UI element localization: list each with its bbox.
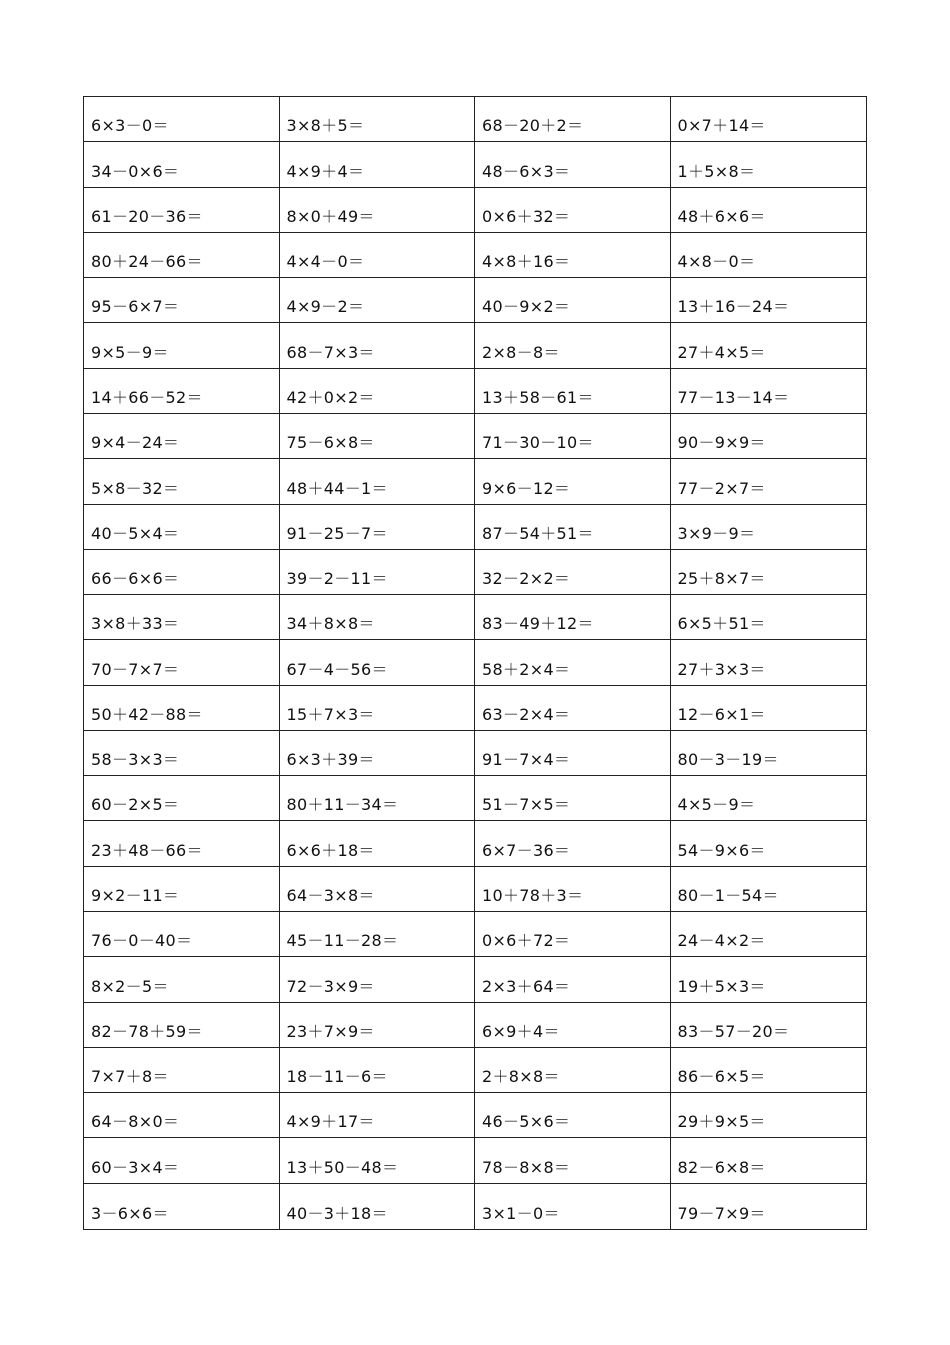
problem-text: 40－9×2＝ — [482, 297, 571, 317]
problem-cell — [280, 1184, 476, 1229]
problem-cell — [475, 233, 671, 278]
problem-text: 4×9－2＝ — [286, 297, 365, 317]
problem-cell — [475, 821, 671, 866]
problem-text: 2×8－8＝ — [482, 342, 560, 362]
problem-text: 2×3＋64＝ — [482, 976, 571, 996]
problem-cell — [84, 505, 280, 550]
problem-cell — [475, 1093, 671, 1138]
problem-text: 42＋0×2＝ — [286, 387, 375, 407]
problem-cell — [280, 912, 476, 957]
problem-text: 25＋8×7＝ — [677, 569, 766, 589]
problem-cell — [280, 686, 476, 731]
problem-cell — [671, 867, 867, 912]
problem-cell — [84, 369, 280, 414]
problem-text: 2＋8×8＝ — [482, 1067, 560, 1087]
problem-text: 4×9＋17＝ — [286, 1112, 375, 1132]
problem-text: 3×8＋5＝ — [286, 116, 365, 136]
problem-text: 80＋24－66＝ — [91, 252, 203, 272]
problem-text: 63－2×4＝ — [482, 704, 571, 724]
problem-cell — [671, 731, 867, 776]
problem-text: 51－7×5＝ — [482, 795, 571, 815]
problem-text: 9×4－24＝ — [91, 433, 180, 453]
problem-cell — [280, 188, 476, 233]
problem-text: 95－6×7＝ — [91, 297, 180, 317]
problem-text: 68－20＋2＝ — [482, 116, 584, 136]
problem-cell — [84, 97, 280, 142]
problem-text: 8×0＋49＝ — [286, 206, 375, 226]
problem-cell — [475, 188, 671, 233]
problem-text: 83－57－20＝ — [677, 1021, 790, 1041]
problem-text: 24－4×2＝ — [677, 931, 766, 951]
problem-cell — [671, 821, 867, 866]
problem-text: 60－3×4＝ — [91, 1157, 180, 1177]
problem-text: 4×8＋16＝ — [482, 252, 571, 272]
problem-text: 80－1－54＝ — [677, 886, 779, 906]
problem-text: 40－3＋18＝ — [286, 1203, 388, 1223]
problem-text: 91－25－7＝ — [286, 523, 388, 543]
problem-text: 64－8×0＝ — [91, 1112, 180, 1132]
problem-cell — [280, 595, 476, 640]
problem-text: 1＋5×8＝ — [677, 161, 756, 181]
problem-text: 45－11－28＝ — [286, 931, 399, 951]
problem-text: 13＋50－48＝ — [286, 1157, 399, 1177]
problem-cell — [671, 595, 867, 640]
problem-cell — [671, 1138, 867, 1183]
problem-text: 6×3＋39＝ — [286, 750, 375, 770]
problem-cell — [84, 640, 280, 685]
problem-cell — [280, 731, 476, 776]
problem-text: 6×3－0＝ — [91, 116, 169, 136]
problem-cell — [84, 142, 280, 187]
problem-cell — [671, 323, 867, 368]
problem-text: 77－13－14＝ — [677, 387, 790, 407]
problem-cell — [671, 369, 867, 414]
problem-cell — [84, 957, 280, 1002]
problem-cell — [280, 459, 476, 504]
problem-cell — [671, 188, 867, 233]
problem-text: 4×9＋4＝ — [286, 161, 365, 181]
problem-text: 8×2－5＝ — [91, 976, 169, 996]
problem-cell — [475, 867, 671, 912]
problem-cell — [475, 640, 671, 685]
problem-cell — [475, 957, 671, 1002]
problem-text: 40－5×4＝ — [91, 523, 180, 543]
problem-text: 9×6－12＝ — [482, 478, 571, 498]
problem-text: 67－4－56＝ — [286, 659, 388, 679]
problem-cell — [84, 459, 280, 504]
problem-cell — [280, 233, 476, 278]
problem-cell — [84, 595, 280, 640]
problem-text: 78－8×8＝ — [482, 1157, 571, 1177]
problem-cell — [475, 776, 671, 821]
problem-cell — [280, 776, 476, 821]
problem-text: 4×8－0＝ — [677, 252, 756, 272]
problem-text: 6×5＋51＝ — [677, 614, 766, 634]
problem-text: 18－11－6＝ — [286, 1067, 388, 1087]
problem-text: 48＋6×6＝ — [677, 206, 766, 226]
problem-cell — [475, 550, 671, 595]
problem-cell — [475, 686, 671, 731]
problem-text: 86－6×5＝ — [677, 1067, 766, 1087]
problem-cell — [84, 414, 280, 459]
problem-text: 91－7×4＝ — [482, 750, 571, 770]
problem-cell — [475, 912, 671, 957]
problem-cell — [475, 1048, 671, 1093]
problem-cell — [671, 1184, 867, 1229]
problem-text: 34－0×6＝ — [91, 161, 180, 181]
problem-text: 6×9＋4＝ — [482, 1021, 560, 1041]
problem-cell — [84, 550, 280, 595]
problem-text: 54－9×6＝ — [677, 840, 766, 860]
problem-text: 5×8－32＝ — [91, 478, 180, 498]
problem-cell — [84, 323, 280, 368]
problem-cell — [280, 97, 476, 142]
problem-grid — [84, 97, 866, 1229]
problem-cell — [280, 369, 476, 414]
problem-text: 71－30－10＝ — [482, 433, 594, 453]
problem-cell — [671, 1093, 867, 1138]
problem-text: 6×7－36＝ — [482, 840, 571, 860]
problem-cell — [671, 505, 867, 550]
problem-cell — [671, 550, 867, 595]
worksheet-table — [83, 96, 867, 1230]
problem-text: 83－49＋12＝ — [482, 614, 594, 634]
problem-text: 13＋58－61＝ — [482, 387, 594, 407]
problem-cell — [475, 142, 671, 187]
problem-text: 68－7×3＝ — [286, 342, 375, 362]
problem-text: 48＋44－1＝ — [286, 478, 388, 498]
problem-text: 0×6＋72＝ — [482, 931, 571, 951]
problem-cell — [475, 278, 671, 323]
problem-cell — [84, 1138, 280, 1183]
problem-text: 15＋7×3＝ — [286, 704, 375, 724]
problem-text: 70－7×7＝ — [91, 659, 180, 679]
problem-text: 75－6×8＝ — [286, 433, 375, 453]
problem-cell — [475, 731, 671, 776]
problem-text: 34＋8×8＝ — [286, 614, 375, 634]
problem-cell — [671, 1048, 867, 1093]
problem-text: 4×4－0＝ — [286, 252, 365, 272]
problem-cell — [84, 731, 280, 776]
problem-cell — [280, 142, 476, 187]
problem-cell — [475, 595, 671, 640]
problem-cell — [84, 278, 280, 323]
problem-cell — [671, 459, 867, 504]
problem-cell — [475, 505, 671, 550]
problem-cell — [84, 912, 280, 957]
problem-text: 0×7＋14＝ — [677, 116, 766, 136]
problem-text: 90－9×9＝ — [677, 433, 766, 453]
problem-text: 79－7×9＝ — [677, 1203, 766, 1223]
problem-cell — [671, 776, 867, 821]
problem-text: 3×1－0＝ — [482, 1203, 560, 1223]
problem-cell — [475, 323, 671, 368]
problem-text: 60－2×5＝ — [91, 795, 180, 815]
problem-text: 14＋66－52＝ — [91, 387, 203, 407]
problem-text: 0×6＋32＝ — [482, 206, 571, 226]
problem-text: 9×5－9＝ — [91, 342, 169, 362]
problem-cell — [84, 1003, 280, 1048]
problem-text: 76－0－40＝ — [91, 931, 193, 951]
problem-text: 3×8＋33＝ — [91, 614, 180, 634]
problem-cell — [475, 1138, 671, 1183]
problem-text: 29＋9×5＝ — [677, 1112, 766, 1132]
problem-cell — [84, 776, 280, 821]
problem-cell — [671, 912, 867, 957]
problem-cell — [280, 323, 476, 368]
problem-cell — [475, 459, 671, 504]
problem-text: 32－2×2＝ — [482, 569, 571, 589]
problem-text: 61－20－36＝ — [91, 206, 203, 226]
problem-text: 66－6×6＝ — [91, 569, 180, 589]
problem-cell — [280, 1003, 476, 1048]
problem-text: 48－6×3＝ — [482, 161, 571, 181]
problem-cell — [475, 1003, 671, 1048]
problem-cell — [280, 414, 476, 459]
problem-cell — [84, 188, 280, 233]
problem-text: 7×7＋8＝ — [91, 1067, 169, 1087]
problem-cell — [84, 867, 280, 912]
problem-text: 27＋3×3＝ — [677, 659, 766, 679]
problem-text: 23＋7×9＝ — [286, 1021, 375, 1041]
problem-text: 9×2－11＝ — [91, 886, 180, 906]
problem-cell — [84, 1184, 280, 1229]
problem-cell — [671, 233, 867, 278]
problem-cell — [475, 1184, 671, 1229]
problem-cell — [280, 957, 476, 1002]
problem-text: 10＋78＋3＝ — [482, 886, 584, 906]
problem-text: 82－6×8＝ — [677, 1157, 766, 1177]
problem-cell — [84, 821, 280, 866]
problem-text: 3－6×6＝ — [91, 1203, 169, 1223]
problem-text: 13＋16－24＝ — [677, 297, 790, 317]
problem-text: 58＋2×4＝ — [482, 659, 571, 679]
problem-cell — [671, 640, 867, 685]
problem-text: 46－5×6＝ — [482, 1112, 571, 1132]
problem-cell — [280, 1138, 476, 1183]
problem-cell — [280, 640, 476, 685]
problem-cell — [280, 505, 476, 550]
problem-text: 80＋11－34＝ — [286, 795, 399, 815]
problem-cell — [671, 278, 867, 323]
problem-cell — [671, 142, 867, 187]
problem-text: 39－2－11＝ — [286, 569, 388, 589]
problem-text: 87－54＋51＝ — [482, 523, 594, 543]
problem-cell — [280, 1093, 476, 1138]
problem-cell — [280, 867, 476, 912]
problem-cell — [280, 1048, 476, 1093]
problem-cell — [84, 233, 280, 278]
problem-cell — [671, 1003, 867, 1048]
problem-cell — [475, 97, 671, 142]
problem-cell — [671, 957, 867, 1002]
problem-cell — [280, 821, 476, 866]
problem-cell — [475, 414, 671, 459]
problem-text: 4×5－9＝ — [677, 795, 756, 815]
problem-cell — [671, 97, 867, 142]
problem-text: 27＋4×5＝ — [677, 342, 766, 362]
problem-text: 64－3×8＝ — [286, 886, 375, 906]
problem-text: 82－78＋59＝ — [91, 1021, 203, 1041]
problem-text: 50＋42－88＝ — [91, 704, 203, 724]
problem-cell — [84, 686, 280, 731]
problem-text: 6×6＋18＝ — [286, 840, 375, 860]
problem-cell — [475, 369, 671, 414]
problem-text: 80－3－19＝ — [677, 750, 779, 770]
problem-cell — [671, 686, 867, 731]
problem-text: 72－3×9＝ — [286, 976, 375, 996]
problem-cell — [280, 278, 476, 323]
problem-text: 12－6×1＝ — [677, 704, 766, 724]
problem-cell — [671, 414, 867, 459]
problem-cell — [84, 1093, 280, 1138]
problem-text: 19＋5×3＝ — [677, 976, 766, 996]
problem-cell — [280, 550, 476, 595]
problem-text: 3×9－9＝ — [677, 523, 756, 543]
problem-text: 77－2×7＝ — [677, 478, 766, 498]
problem-text: 58－3×3＝ — [91, 750, 180, 770]
problem-cell — [84, 1048, 280, 1093]
problem-text: 23＋48－66＝ — [91, 840, 203, 860]
